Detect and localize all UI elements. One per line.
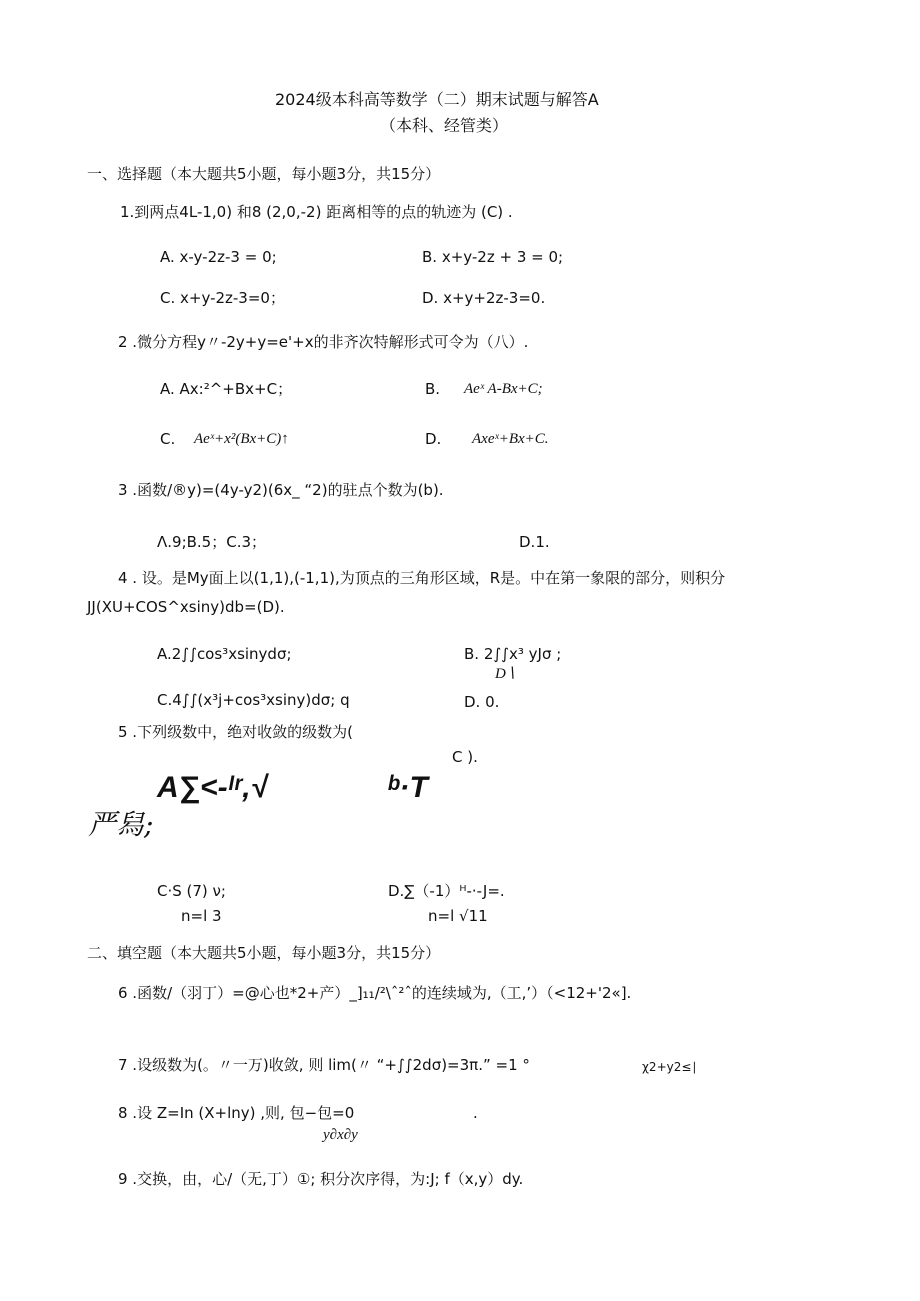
question-2-stem: 2 .微分方程y〃-2y+y=e'+x的非齐次特解形式可令为（八）.	[118, 333, 529, 351]
question-1-option-a: A. x-y-2z-3 = 0;	[160, 248, 277, 266]
section-heading-choice: 一、选择题（本大题共5小题，每小题3分，共15分）	[87, 165, 441, 183]
exam-title: 2024级本科高等数学（二）期末试题与解答A	[275, 90, 599, 109]
question-4-stem-continued: JJ(XU+COS^xsiny)db=(D).	[87, 598, 285, 616]
question-7: 7 .设级数为(。〃一万)收敛, 则 lim(〃 “+∫∫2dσ)=3π.” =1 °	[118, 1056, 530, 1074]
question-1-option-c: C. x+y-2z-3=0；	[160, 289, 285, 307]
question-4-option-c: C.4∫∫(x³j+cos³xsiny)dσ; q	[157, 691, 350, 709]
question-2-option-d-label: D.	[425, 430, 442, 448]
question-5-option-c: C·S (7) ν;	[157, 882, 226, 900]
question-5-stem: 5 .下列级数中，绝对收敛的级数为(	[118, 723, 353, 741]
question-2-option-d: Axeˣ+Bx+C.	[472, 431, 549, 447]
question-3-stem: 3 .函数/®y)=(4y-y2)(6x_ “2)的驻点个数为(b).	[118, 481, 444, 499]
question-6: 6 .函数/（羽丁）=@心也*2+产）_]₁₁/²\ˆ²ˆ的连续域为,（工,’）（<12+'2«].	[118, 984, 632, 1002]
question-5-option-d: D.∑（-1）ᴴ-·-J=.	[388, 882, 505, 900]
question-4-option-a: A.2∫∫cos³xsinydσ;	[157, 645, 292, 663]
question-4-option-d: D. 0.	[464, 693, 500, 711]
question-2-option-b-label: B.	[425, 380, 441, 398]
question-8-dot: .	[473, 1104, 478, 1122]
section-heading-fill: 二、填空题（本大题共5小题，每小题3分，共15分）	[87, 944, 441, 962]
question-2-option-a: A. Ax:²^+Bx+C；	[160, 380, 293, 398]
question-5-answer: C ).	[452, 748, 478, 766]
question-5-option-d-subscript: n=l √11	[428, 907, 488, 925]
question-7-tail: χ2+y2≤∣	[642, 1060, 698, 1074]
question-1-option-b: B. x+y-2z + 3 = 0;	[422, 248, 564, 266]
question-2-option-c-label: C.	[160, 430, 176, 448]
question-4-option-b-subscript: D∖	[495, 666, 516, 682]
exam-subtitle: （本科、经管类）	[380, 116, 509, 135]
question-5-scribble: 严舄;	[88, 808, 154, 841]
question-3-options-abc: Λ.9;B.5；C.3；	[157, 533, 267, 551]
question-1-option-d: D. x+y+2z-3=0.	[422, 289, 546, 307]
question-8-subscript: y∂x∂y	[323, 1127, 358, 1143]
question-5-option-c-subscript: n=l 3	[181, 907, 222, 925]
question-4-option-b: B. 2∫∫x³ yJσ ;	[464, 645, 562, 663]
question-2-option-c: Aeˣ+x²(Bx+C)↑	[194, 431, 289, 447]
question-2-option-b: Aeˣ A-Bx+C;	[464, 381, 543, 397]
question-8: 8 .设 Z=In (X+lny) ,则, 包−包=0	[118, 1104, 355, 1122]
question-4-stem: 4 . 设。是My面上以(1,1),(-1,1),为顶点的三角形区域，R是。中在第一象限的部分，则积分	[118, 569, 726, 587]
question-3-option-d: D.1.	[519, 533, 550, 551]
question-5-option-b: ᵇ·T	[387, 771, 428, 804]
question-9: 9 .交换，由，心/（无,丁）①; 积分次序得，为:J; f（x,y）dy.	[118, 1170, 524, 1188]
question-5-option-a: A∑<-ᴵʳ,√	[157, 771, 268, 804]
question-1-stem: 1.到两点4L-1,0) 和8 (2,0,-2) 距离相等的点的轨迹为 (C) .	[120, 203, 513, 221]
